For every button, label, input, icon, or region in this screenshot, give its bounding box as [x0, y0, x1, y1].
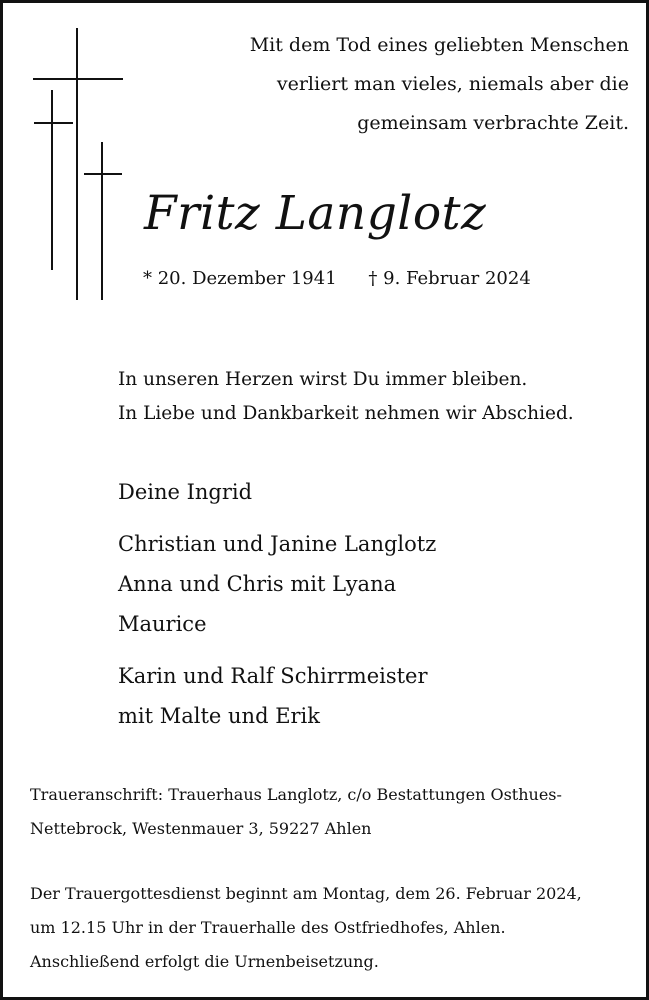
- birth-date: * 20. Dezember 1941: [143, 268, 337, 289]
- service-line: Anschließend erfolgt die Urnenbeisetzung.: [30, 952, 379, 971]
- funeral-service-info: [30, 877, 582, 979]
- service-line: Der Trauergottesdienst beginnt am Montag, dem 26. Februar 2024,: [30, 884, 582, 903]
- cross-icon: [84, 142, 122, 300]
- mourner-group: [118, 472, 436, 512]
- mourners-list: [118, 472, 436, 748]
- farewell-line: In Liebe und Dankbarkeit nehmen wir Abschied.: [118, 403, 574, 424]
- cross-icon: [34, 90, 73, 270]
- mourner-group: [118, 524, 436, 644]
- mourner-line: Christian und Janine Langlotz: [118, 532, 437, 556]
- cross-icon: [33, 28, 123, 300]
- quote-line: gemeinsam verbrachte Zeit.: [357, 112, 629, 134]
- crosses-graphic: [30, 28, 130, 303]
- quote-line: Mit dem Tod eines geliebten Menschen: [249, 34, 629, 56]
- address-line: Nettebrock, Westenmauer 3, 59227 Ahlen: [30, 819, 372, 838]
- quote-line: verliert man vieles, niemals aber die: [276, 73, 629, 95]
- mourner-line: mit Malte und Erik: [118, 704, 321, 728]
- service-line: um 12.15 Uhr in der Trauerhalle des Ostfriedhofes, Ahlen.: [30, 918, 506, 937]
- mourner-line: Maurice: [118, 612, 207, 636]
- mourner-line: Deine Ingrid: [118, 480, 253, 504]
- deceased-name: Fritz Langlotz: [144, 186, 487, 241]
- address-line: Traueranschrift: Trauerhaus Langlotz, c/o Bestattungen Osthues-: [30, 785, 562, 804]
- mourning-address: [30, 778, 562, 846]
- farewell-text: [118, 363, 574, 431]
- memorial-quote: [209, 26, 629, 143]
- mourner-line: Anna und Chris mit Lyana: [118, 572, 397, 596]
- mourner-group: [118, 656, 436, 736]
- death-date: † 9. Februar 2024: [368, 268, 531, 289]
- mourner-line: Karin und Ralf Schirrmeister: [118, 664, 428, 688]
- life-dates: [143, 264, 531, 294]
- farewell-line: In unseren Herzen wirst Du immer bleiben.: [118, 369, 528, 390]
